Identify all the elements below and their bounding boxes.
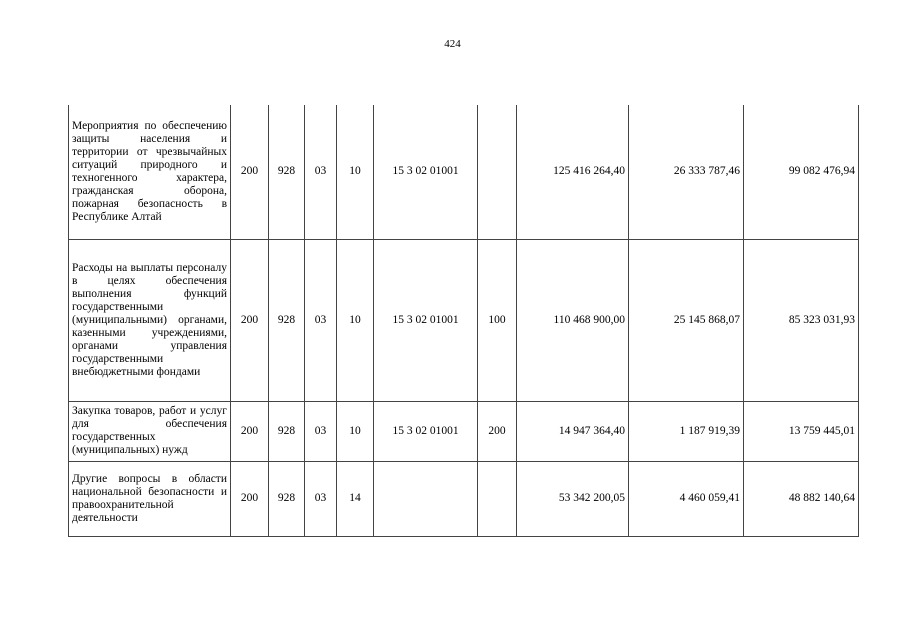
page-number: 424 xyxy=(444,38,461,50)
table-row xyxy=(69,105,859,239)
row-fact: 26 333 787,46 xyxy=(629,105,744,239)
table-row xyxy=(69,239,859,401)
row-pr: 10 xyxy=(337,239,374,401)
row-csr: 15 3 02 01001 xyxy=(374,401,478,461)
row-plan: 53 342 200,05 xyxy=(517,461,629,536)
row-ved: 200 xyxy=(231,239,269,401)
row-rest: 99 082 476,94 xyxy=(744,105,859,239)
table-row xyxy=(69,401,859,461)
row-ved: 200 xyxy=(231,105,269,239)
row-grbs: 928 xyxy=(269,401,305,461)
row-fact: 1 187 919,39 xyxy=(629,401,744,461)
row-vr xyxy=(478,105,517,239)
row-rz: 03 xyxy=(305,105,337,239)
row-vr: 200 xyxy=(478,401,517,461)
row-csr: 15 3 02 01001 xyxy=(374,105,478,239)
row-vr xyxy=(478,461,517,536)
row-grbs: 928 xyxy=(269,239,305,401)
row-name: Закупка товаров, работ и услуг для обеспечения государственных (муниципальных) нужд xyxy=(69,401,231,461)
row-grbs: 928 xyxy=(269,105,305,239)
row-plan: 110 468 900,00 xyxy=(517,239,629,401)
row-pr: 10 xyxy=(337,105,374,239)
row-ved: 200 xyxy=(231,401,269,461)
row-name: Другие вопросы в области национальной безопасности и правоохранительной деятельности xyxy=(69,461,231,536)
row-plan: 14 947 364,40 xyxy=(517,401,629,461)
row-rz: 03 xyxy=(305,401,337,461)
row-rz: 03 xyxy=(305,239,337,401)
row-ved: 200 xyxy=(231,461,269,536)
row-rest: 85 323 031,93 xyxy=(744,239,859,401)
row-rest: 13 759 445,01 xyxy=(744,401,859,461)
row-fact: 4 460 059,41 xyxy=(629,461,744,536)
budget-table xyxy=(68,105,859,537)
row-rest: 48 882 140,64 xyxy=(744,461,859,536)
row-fact: 25 145 868,07 xyxy=(629,239,744,401)
row-plan: 125 416 264,40 xyxy=(517,105,629,239)
row-pr: 10 xyxy=(337,401,374,461)
row-name: Расходы на выплаты персоналу в целях обеспечения выполнения функций государственными (муниципальными) органами, казенными учреждениями, органами управления государственными внебюджетными фондами xyxy=(69,239,231,401)
row-csr xyxy=(374,461,478,536)
row-vr: 100 xyxy=(478,239,517,401)
row-csr: 15 3 02 01001 xyxy=(374,239,478,401)
row-grbs: 928 xyxy=(269,461,305,536)
row-name: Мероприятия по обеспечению защиты населения и территории от чрезвычайных ситуаций природного и техногенного характера, гражданская оборона, пожарная безопасность в Республике Алтай xyxy=(69,105,231,239)
row-rz: 03 xyxy=(305,461,337,536)
row-pr: 14 xyxy=(337,461,374,536)
table-row xyxy=(69,461,859,536)
